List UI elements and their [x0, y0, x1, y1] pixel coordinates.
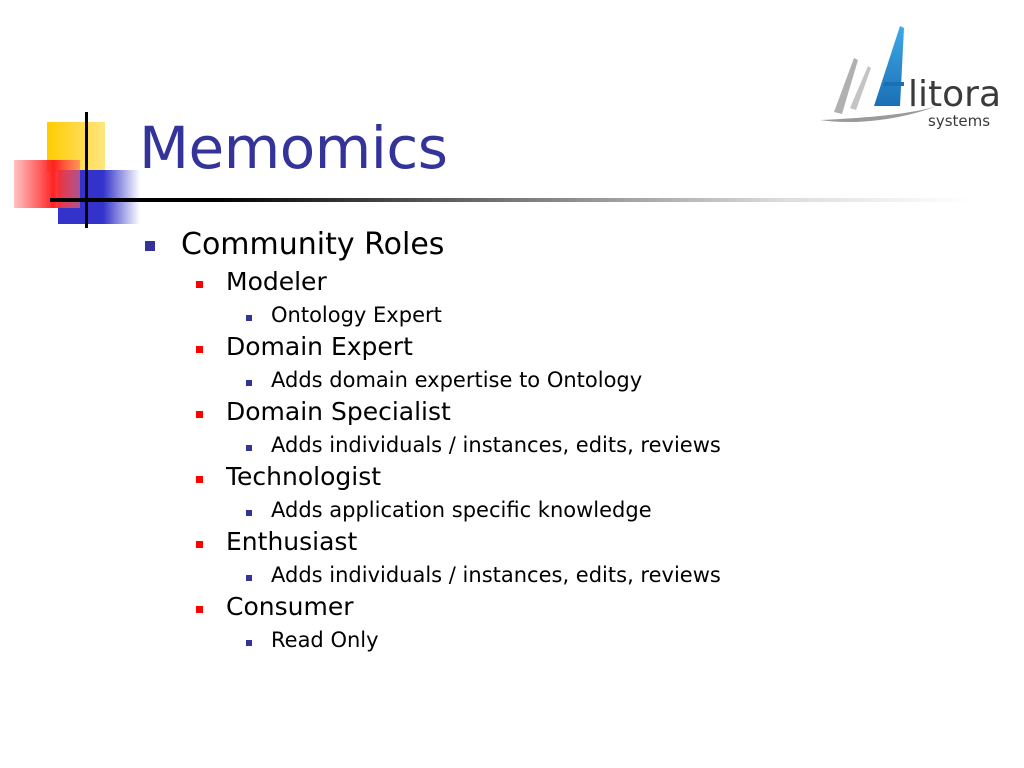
bullet-marker-technologist	[196, 476, 203, 483]
slide-title: Memomics	[139, 114, 448, 182]
bullet-marker-domain-specialist	[196, 411, 203, 418]
bullet-marker-modeler	[196, 281, 203, 288]
role-consumer: Consumer	[226, 592, 354, 621]
bullet-marker-enthusiast-detail	[246, 575, 252, 581]
logo-tagline: systems	[928, 112, 991, 130]
role-domain-expert-detail: Adds domain expertise to Ontology	[271, 368, 643, 392]
bullet-marker-domain-specialist-detail	[246, 445, 252, 451]
role-technologist-detail: Adds application specific knowledge	[271, 498, 652, 522]
role-technologist: Technologist	[226, 462, 382, 491]
bullet-marker-domain-expert-detail	[246, 380, 252, 386]
bullet-marker-enthusiast	[196, 541, 203, 548]
role-domain-expert: Domain Expert	[226, 332, 413, 361]
role-enthusiast-detail: Adds individuals / instances, edits, reviews	[271, 563, 721, 587]
bullet-community-roles: Community Roles	[181, 227, 445, 262]
role-consumer-detail: Read Only	[271, 628, 379, 652]
role-domain-specialist-detail: Adds individuals / instances, edits, reviews	[271, 433, 721, 457]
logo-wordmark: litora	[908, 74, 1002, 115]
bullet-marker-consumer	[196, 606, 203, 613]
bullet-marker-modeler-detail	[246, 315, 252, 321]
role-enthusiast: Enthusiast	[226, 527, 358, 556]
bullet-marker-domain-expert	[196, 346, 203, 353]
bullet-marker-level1	[145, 241, 155, 251]
role-modeler: Modeler	[226, 267, 327, 296]
role-modeler-detail: Ontology Expert	[271, 303, 442, 327]
role-domain-specialist: Domain Specialist	[226, 397, 451, 426]
bullet-marker-consumer-detail	[246, 640, 252, 646]
bullet-marker-technologist-detail	[246, 510, 252, 516]
